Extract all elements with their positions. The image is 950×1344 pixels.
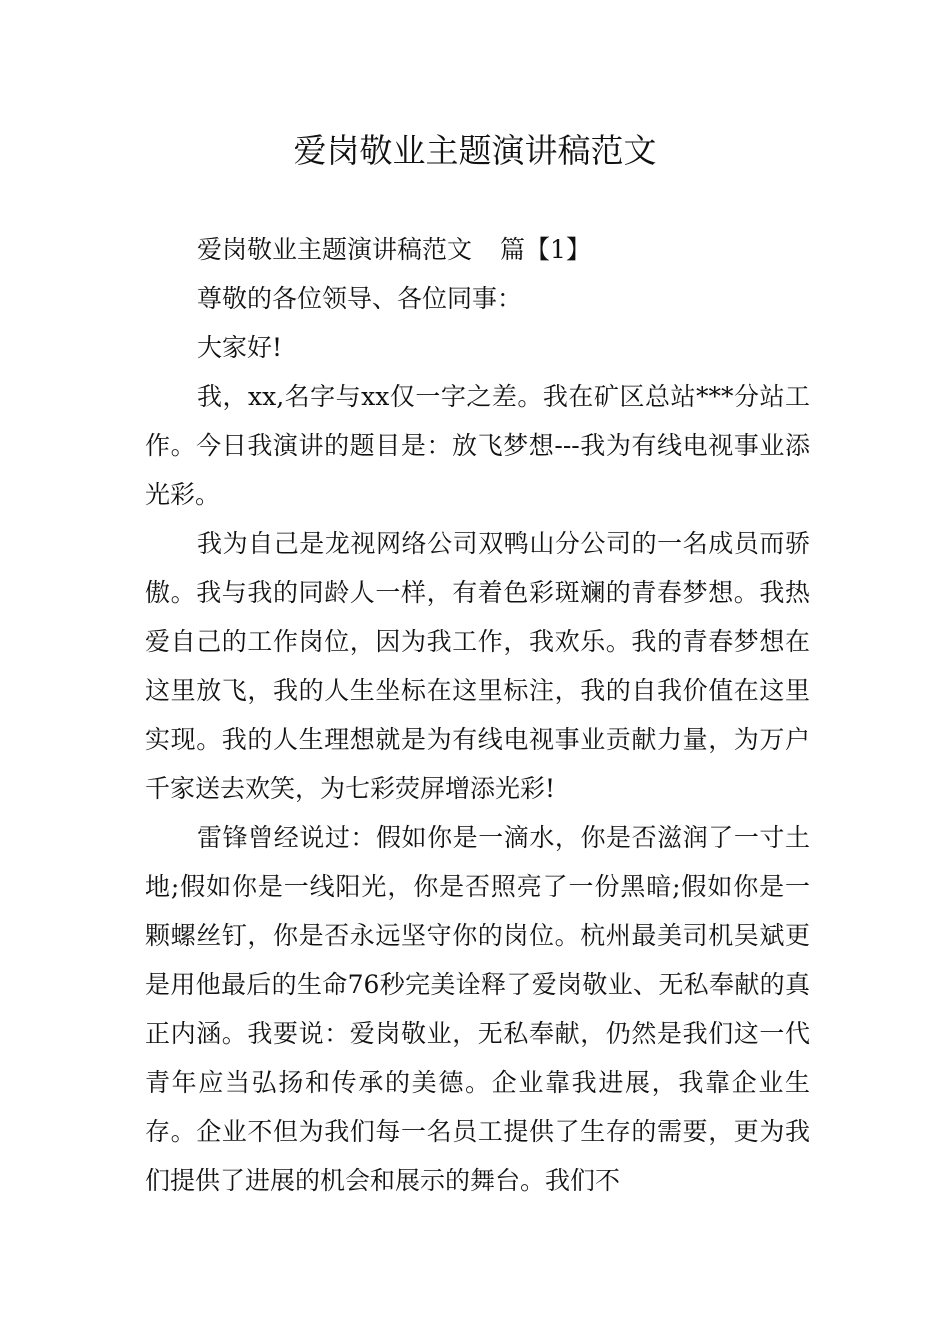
- document-body: [145, 225, 810, 1205]
- section-heading-number: 篇【1】: [500, 235, 591, 264]
- paragraph-introduction: 我，xx,名字与xx仅一字之差。我在矿区总站***分站工作。今日我演讲的题目是：放飞梦想---我为有线电视事业添光彩。: [145, 382, 810, 509]
- document-title: 爱岗敬业主题演讲稿范文: [293, 131, 657, 170]
- section-heading-title: 爱岗敬业主题演讲稿范文: [197, 235, 473, 264]
- section-heading: [145, 225, 810, 274]
- paragraph-leifeng: 雷锋曾经说过：假如你是一滴水，你是否滋润了一寸土地;假如你是一线阳光，你是否照亮了一份黑暗;假如你是一颗螺丝钉，你是否永远坚守你的岗位。杭州最美司机吴斌更是用他最后的生命76秒完美诠释了爱岗敬业、无私奉献的真正内涵。我要说：爱岗敬业，无私奉献，仍然是我们这一代青年应当弘扬和传承的美德。企业靠我进展，我靠企业生存。企业不但为我们每一名员工提供了生存的需要，更为我们提供了进展的机会和展示的舞台。我们不: [145, 823, 810, 1195]
- paragraph-greeting: 大家好!: [197, 333, 283, 362]
- paragraph-salutation: 尊敬的各位领导、各位同事：: [197, 284, 523, 313]
- paragraph-pride: 我为自己是龙视网络公司双鸭山分公司的一名成员而骄傲。我与我的同龄人一样，有着色彩斑斓的青春梦想。我热爱自己的工作岗位，因为我工作，我欢乐。我的青春梦想在这里放飞，我的人生坐标在这里标注，我的自我价值在这里实现。我的人生理想就是为有线电视事业贡献力量，为万户千家送去欢笑，为七彩荧屏增添光彩!: [145, 529, 810, 803]
